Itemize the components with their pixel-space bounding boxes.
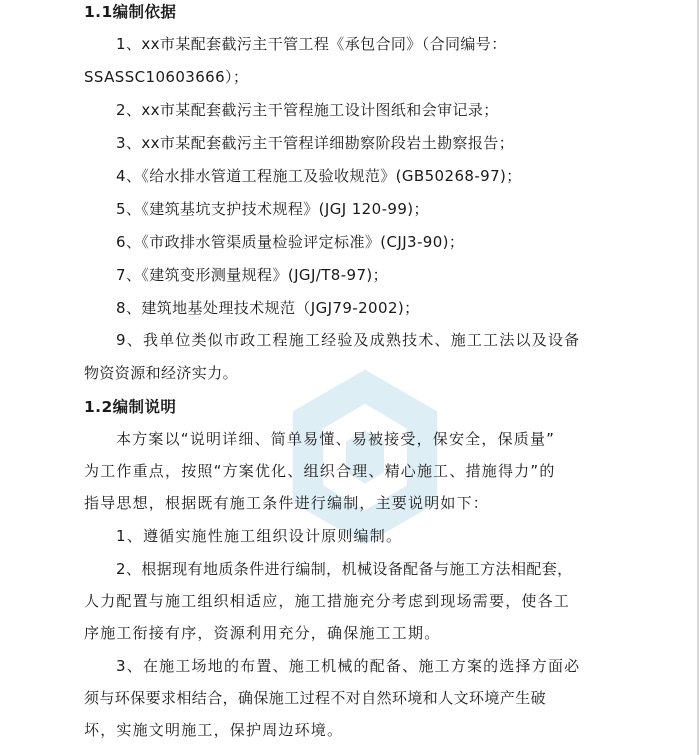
- section-heading-notes: 1.2编制说明: [84, 398, 177, 416]
- notes-line-5: 2、根据现有地质条件进行编制，机械设备配备与施工方法相配套，: [116, 560, 573, 578]
- notes-line-2: 为工作重点，按照“方案优化、组织合理、精心施工、措施得力”的: [84, 462, 556, 480]
- basis-item-9-cont: 物资资源和经济实力。: [84, 364, 239, 382]
- watermark-logo: [270, 362, 460, 552]
- notes-line-9: 须与环保要求相结合，确保施工过程不对自然环境和人文环境产生破: [84, 689, 547, 707]
- notes-line-10: 坏，实施文明施工，保护周边环境。: [84, 721, 344, 739]
- basis-item-7: 7、《建筑变形测量规程》(JGJ/T8-97)；: [116, 266, 389, 284]
- basis-item-6: 6、《市政排水管渠质量检验评定标准》(CJJ3-90)；: [116, 233, 465, 251]
- section-heading-basis: 1.1编制依据: [84, 3, 177, 21]
- basis-item-3: 3、xx市某配套截污主干管程详细勘察阶段岩土勘察报告；: [116, 134, 515, 152]
- notes-line-6: 人力配置与施工组织相适应，施工措施充分考虑到现场需要，使各工: [84, 592, 571, 610]
- notes-line-7: 序施工衔接有序，资源利用充分，确保施工工期。: [84, 624, 441, 642]
- notes-line-1: 本方案以“说明详细、简单易懂、易被接受，保安全，保质量”: [116, 430, 556, 448]
- basis-item-5: 5、《建筑基坑支护技术规程》(JGJ 120-99)；: [116, 200, 429, 218]
- basis-item-9: 9、我单位类似市政工程施工经验及成熟技术、施工工法以及设备: [116, 331, 581, 349]
- notes-line-8: 3、在施工场地的布置、施工机械的配备、施工方案的选择方面必: [116, 657, 581, 675]
- basis-item-1: 1、xx市某配套截污主干管工程《承包合同》（合同编号：: [116, 35, 507, 53]
- basis-item-2: 2、xx市某配套截污主干管程施工设计图纸和会审记录；: [116, 101, 499, 119]
- basis-item-1-cont: SSASSC10603666）；: [84, 68, 249, 86]
- basis-item-4: 4、《给水排水管道工程施工及验收规范》(GB50268-97)；: [116, 167, 522, 185]
- notes-line-4: 1、遵循实施性施工组织设计原则编制。: [116, 527, 403, 545]
- basis-item-8: 8、建筑地基处理技术规范（JGJ79-2002)；: [116, 299, 420, 317]
- notes-line-3: 指导思想，根据既有施工条件进行编制，主要说明如下：: [84, 494, 490, 512]
